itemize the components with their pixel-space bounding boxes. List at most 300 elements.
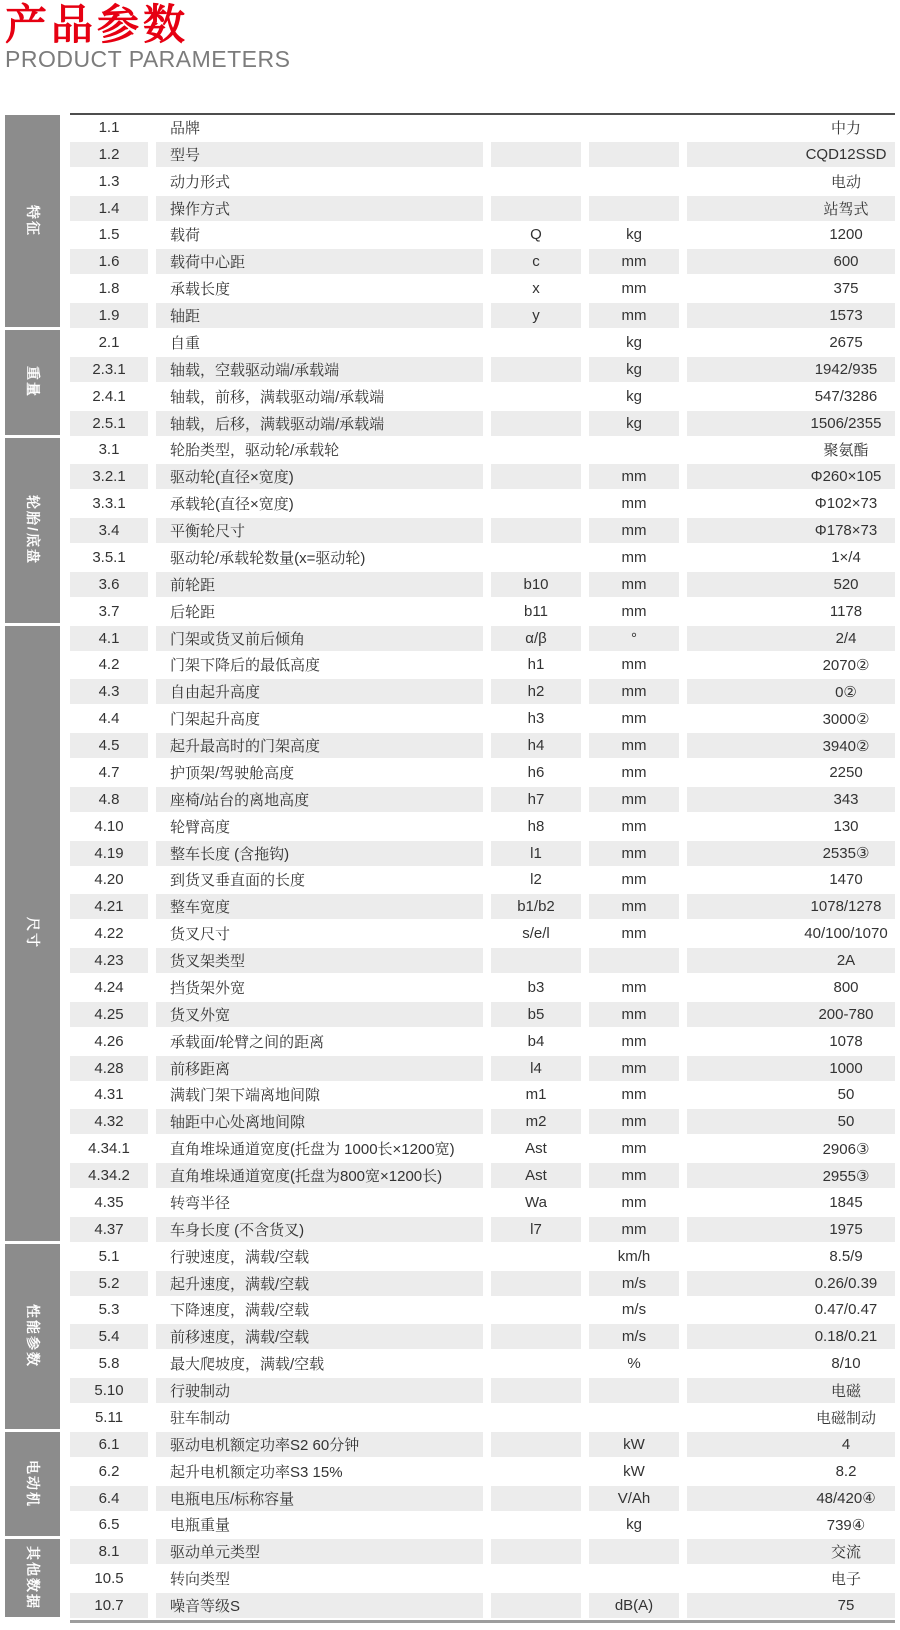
param-symbol: l1 bbox=[491, 841, 581, 866]
param-symbol: c bbox=[491, 249, 581, 274]
param-symbol bbox=[491, 1593, 581, 1618]
row-number: 3.7 bbox=[98, 602, 120, 620]
param-value: 1845 bbox=[829, 1193, 863, 1211]
param-symbol bbox=[491, 1351, 581, 1376]
row-number: 3.2.1 bbox=[70, 464, 148, 489]
table-bottom-rule bbox=[70, 1620, 895, 1623]
table-row bbox=[70, 196, 895, 223]
param-unit: mm bbox=[589, 1217, 679, 1242]
table-row bbox=[70, 169, 895, 196]
param-value: 8.2 bbox=[835, 1462, 857, 1480]
param-symbol bbox=[491, 545, 581, 570]
table-row bbox=[70, 330, 895, 357]
row-number: 1.2 bbox=[70, 142, 148, 167]
param-value: 343 bbox=[687, 787, 895, 812]
param-value: 3940② bbox=[687, 733, 895, 758]
param-symbol bbox=[491, 1432, 581, 1457]
param-name: 承载长度 bbox=[170, 281, 231, 299]
param-value: 0.26/0.39 bbox=[687, 1271, 895, 1296]
param-name: 电瓶电压/标称容量 bbox=[156, 1486, 483, 1511]
row-number: 5.8 bbox=[98, 1355, 120, 1373]
row-number: 4.37 bbox=[70, 1217, 148, 1242]
table-row bbox=[70, 733, 895, 760]
param-unit: mm bbox=[621, 280, 647, 298]
table-row bbox=[70, 464, 895, 491]
param-symbol: h2 bbox=[491, 679, 581, 704]
row-number: 4.7 bbox=[98, 763, 120, 781]
param-name: 前移速度，满载/空载 bbox=[156, 1324, 483, 1349]
param-value: 3000② bbox=[822, 710, 870, 728]
param-symbol: Ast bbox=[491, 1163, 581, 1188]
param-value: 电磁制动 bbox=[815, 1409, 876, 1427]
param-value: 600 bbox=[687, 249, 895, 274]
param-unit: kg bbox=[589, 357, 679, 382]
param-name: 自由起升高度 bbox=[156, 679, 483, 704]
param-name: 直角堆垛通道宽度(托盘为800宽×1200长) bbox=[156, 1163, 483, 1188]
param-symbol bbox=[491, 115, 581, 140]
param-unit bbox=[589, 1378, 679, 1403]
param-symbol: x bbox=[532, 280, 540, 298]
param-symbol: m1 bbox=[525, 1086, 547, 1104]
table-row bbox=[70, 249, 895, 276]
param-name: 车身长度 (不含货叉) bbox=[156, 1217, 483, 1242]
param-name: 噪音等级S bbox=[156, 1593, 483, 1618]
param-value: 2/4 bbox=[687, 626, 895, 651]
section-block bbox=[5, 1432, 60, 1537]
table-row bbox=[70, 868, 895, 895]
row-number: 1.5 bbox=[98, 226, 120, 244]
section-label: 特征 bbox=[24, 205, 41, 237]
param-value: 8.5/9 bbox=[829, 1247, 863, 1265]
table-row bbox=[70, 518, 895, 545]
param-name: 轴载，空载驱动端/承载端 bbox=[156, 357, 483, 382]
table-row bbox=[70, 1459, 895, 1486]
row-number: 4.32 bbox=[70, 1109, 148, 1134]
param-name: 行驶制动 bbox=[156, 1378, 483, 1403]
param-symbol bbox=[491, 1513, 581, 1538]
table-row bbox=[70, 1109, 895, 1136]
param-unit: mm bbox=[589, 1163, 679, 1188]
param-unit: mm bbox=[589, 249, 679, 274]
param-unit: mm bbox=[589, 464, 679, 489]
param-unit: % bbox=[627, 1355, 641, 1373]
section-block bbox=[5, 1244, 60, 1429]
table-row bbox=[70, 1566, 895, 1593]
row-number: 4.20 bbox=[94, 871, 124, 889]
param-symbol: h3 bbox=[527, 710, 545, 728]
param-symbol: h6 bbox=[527, 763, 545, 781]
param-name: 载荷中心距 bbox=[156, 249, 483, 274]
table-row bbox=[70, 303, 895, 330]
table-row bbox=[70, 491, 895, 518]
param-symbol: l7 bbox=[491, 1217, 581, 1242]
table-row bbox=[70, 1163, 895, 1190]
param-unit: kg bbox=[626, 1516, 642, 1534]
table-row bbox=[70, 653, 895, 680]
param-unit bbox=[589, 948, 679, 973]
table-row bbox=[70, 841, 895, 868]
param-symbol: b3 bbox=[527, 978, 545, 996]
param-name: 电瓶重量 bbox=[170, 1517, 231, 1535]
row-number: 4.4 bbox=[98, 710, 120, 728]
table-row bbox=[70, 787, 895, 814]
param-symbol bbox=[491, 142, 581, 167]
section-label: 电动机 bbox=[24, 1460, 41, 1509]
row-number: 5.2 bbox=[70, 1271, 148, 1296]
param-value: 2675 bbox=[829, 333, 863, 351]
param-name: 驻车制动 bbox=[170, 1409, 231, 1427]
param-value: 130 bbox=[833, 817, 859, 835]
param-symbol bbox=[491, 1486, 581, 1511]
param-value: 2906③ bbox=[822, 1140, 870, 1158]
section-label: 轮胎/底盘 bbox=[24, 495, 41, 566]
param-value: 0② bbox=[687, 679, 895, 704]
table-row bbox=[70, 1486, 895, 1513]
param-name: 自重 bbox=[170, 334, 201, 352]
table-row bbox=[70, 975, 895, 1002]
param-unit: mm bbox=[621, 495, 647, 513]
param-unit: km/h bbox=[617, 1247, 651, 1265]
row-number: 4.5 bbox=[70, 733, 148, 758]
param-value: 电子 bbox=[830, 1571, 861, 1589]
param-symbol bbox=[491, 1324, 581, 1349]
row-number: 4.21 bbox=[70, 894, 148, 919]
param-symbol: h8 bbox=[527, 817, 545, 835]
param-value: 中力 bbox=[830, 119, 861, 137]
param-symbol bbox=[491, 1244, 581, 1269]
param-value: 2955③ bbox=[687, 1163, 895, 1188]
table-row bbox=[70, 411, 895, 438]
param-value: 站驾式 bbox=[687, 196, 895, 221]
param-unit: mm bbox=[589, 572, 679, 597]
table-row bbox=[70, 1244, 895, 1271]
param-unit: mm bbox=[621, 1086, 647, 1104]
param-name: 轴载，前移，满载驱动端/承载端 bbox=[170, 388, 385, 406]
param-value: Φ102×73 bbox=[814, 495, 878, 513]
param-name: 承载轮(直径×宽度) bbox=[170, 496, 294, 514]
param-unit bbox=[589, 1405, 679, 1430]
param-unit: mm bbox=[621, 871, 647, 889]
param-unit: m/s bbox=[621, 1301, 647, 1319]
row-number: 4.2 bbox=[98, 656, 120, 674]
row-number: 4.26 bbox=[94, 1032, 124, 1050]
row-number: 10.7 bbox=[70, 1593, 148, 1618]
param-unit: mm bbox=[621, 548, 647, 566]
param-value: 1200 bbox=[829, 226, 863, 244]
table-row bbox=[70, 1513, 895, 1540]
param-value: 40/100/1070 bbox=[804, 925, 888, 943]
param-name: 下降速度，满载/空载 bbox=[170, 1302, 310, 1320]
param-unit: kg bbox=[626, 226, 642, 244]
param-value: 1×/4 bbox=[831, 548, 861, 566]
param-symbol: h7 bbox=[491, 787, 581, 812]
row-number: 2.5.1 bbox=[70, 411, 148, 436]
param-symbol: Q bbox=[530, 226, 542, 244]
param-name: 操作方式 bbox=[156, 196, 483, 221]
row-number: 4.34.1 bbox=[88, 1140, 130, 1158]
param-value: 1573 bbox=[687, 303, 895, 328]
row-number: 1.1 bbox=[98, 118, 120, 136]
param-value: 4 bbox=[687, 1432, 895, 1457]
section-block bbox=[5, 330, 60, 435]
param-symbol: m2 bbox=[491, 1109, 581, 1134]
param-value: 2535③ bbox=[687, 841, 895, 866]
param-name: 挡货架外宽 bbox=[170, 979, 246, 997]
section-block bbox=[5, 115, 60, 327]
row-number: 1.6 bbox=[70, 249, 148, 274]
param-unit: mm bbox=[589, 787, 679, 812]
param-value: 2250 bbox=[829, 763, 863, 781]
table-row bbox=[70, 1002, 895, 1029]
param-symbol bbox=[491, 1271, 581, 1296]
param-value: 1078 bbox=[829, 1032, 863, 1050]
param-symbol: b10 bbox=[491, 572, 581, 597]
param-name: 满载门架下端离地间隙 bbox=[170, 1087, 321, 1105]
row-number: 4.25 bbox=[70, 1002, 148, 1027]
table-row bbox=[70, 1217, 895, 1244]
param-value: 1000 bbox=[687, 1056, 895, 1081]
table-row bbox=[70, 276, 895, 303]
param-symbol: h4 bbox=[491, 733, 581, 758]
param-unit: kg bbox=[626, 387, 642, 405]
param-unit bbox=[589, 142, 679, 167]
param-symbol bbox=[491, 1566, 581, 1591]
table-row bbox=[70, 545, 895, 572]
page-subtitle: PRODUCT PARAMETERS bbox=[5, 46, 291, 73]
param-value: 2A bbox=[687, 948, 895, 973]
param-unit: mm bbox=[589, 894, 679, 919]
param-symbol: s/e/l bbox=[522, 925, 550, 943]
param-value: 520 bbox=[687, 572, 895, 597]
table-row bbox=[70, 115, 895, 142]
row-number: 10.5 bbox=[94, 1570, 124, 1588]
param-name: 轴距 bbox=[156, 303, 483, 328]
param-name: 起升电机额定功率S3 15% bbox=[170, 1463, 343, 1481]
param-symbol bbox=[491, 384, 581, 409]
param-value: 50 bbox=[837, 1086, 855, 1104]
param-symbol: l2 bbox=[530, 871, 542, 889]
param-name: 品牌 bbox=[170, 119, 201, 137]
param-name: 轴载，后移，满载驱动端/承载端 bbox=[156, 411, 483, 436]
param-value: 375 bbox=[833, 280, 859, 298]
param-unit: mm bbox=[621, 925, 647, 943]
section-label: 重量 bbox=[24, 366, 41, 399]
row-number: 1.8 bbox=[98, 280, 120, 298]
row-number: 5.1 bbox=[98, 1247, 120, 1265]
param-value: 0.47/0.47 bbox=[814, 1301, 878, 1319]
row-number: 5.3 bbox=[98, 1301, 120, 1319]
param-symbol: b1/b2 bbox=[491, 894, 581, 919]
table-row bbox=[70, 384, 895, 411]
table-row bbox=[70, 1593, 895, 1620]
param-unit: mm bbox=[621, 656, 647, 674]
param-name: 动力形式 bbox=[170, 173, 231, 191]
param-unit: dB(A) bbox=[589, 1593, 679, 1618]
param-unit: mm bbox=[589, 733, 679, 758]
row-number: 4.19 bbox=[70, 841, 148, 866]
param-name: 货叉架类型 bbox=[156, 948, 483, 973]
param-value: 1178 bbox=[829, 602, 863, 620]
param-unit bbox=[589, 438, 679, 463]
param-name: 驱动轮/承载轮数量(x=驱动轮) bbox=[170, 549, 366, 567]
param-unit: mm bbox=[621, 1193, 647, 1211]
param-value: 2070② bbox=[822, 656, 870, 674]
param-name: 起升最高时的门架高度 bbox=[156, 733, 483, 758]
param-name: 护顶架/驾驶舱高度 bbox=[170, 764, 295, 782]
row-number: 3.1 bbox=[98, 441, 120, 459]
table-row bbox=[70, 1298, 895, 1325]
param-name: 驱动单元类型 bbox=[156, 1539, 483, 1564]
table-row bbox=[70, 1136, 895, 1163]
row-number: 5.4 bbox=[70, 1324, 148, 1349]
table-row bbox=[70, 1083, 895, 1110]
param-value: 1470 bbox=[829, 871, 863, 889]
table-row bbox=[70, 1271, 895, 1298]
param-name: 直角堆垛通道宽度(托盘为 1000长×1200宽) bbox=[170, 1141, 455, 1159]
param-value: 1942/935 bbox=[687, 357, 895, 382]
row-number: 3.3.1 bbox=[92, 495, 126, 513]
param-name: 货叉尺寸 bbox=[170, 926, 231, 944]
row-number: 2.4.1 bbox=[92, 387, 126, 405]
table-row bbox=[70, 814, 895, 841]
page-header bbox=[5, 2, 290, 73]
row-number: 4.8 bbox=[70, 787, 148, 812]
param-unit: mm bbox=[589, 1109, 679, 1134]
table-row bbox=[70, 599, 895, 626]
param-value: 75 bbox=[687, 1593, 895, 1618]
table-row bbox=[70, 1190, 895, 1217]
param-value: 8/10 bbox=[831, 1355, 861, 1373]
param-name: 转向类型 bbox=[170, 1571, 231, 1589]
table-row bbox=[70, 948, 895, 975]
param-name: 行驶速度，满载/空载 bbox=[170, 1248, 310, 1266]
param-name: 整车宽度 bbox=[156, 894, 483, 919]
row-number: 1.4 bbox=[70, 196, 148, 221]
table-row bbox=[70, 1351, 895, 1378]
row-number: 6.1 bbox=[70, 1432, 148, 1457]
table-row bbox=[70, 357, 895, 384]
table-row bbox=[70, 1539, 895, 1566]
param-name: 最大爬坡度，满载/空载 bbox=[170, 1356, 325, 1374]
param-symbol bbox=[491, 948, 581, 973]
param-name: 承载面/轮臂之间的距离 bbox=[170, 1033, 325, 1051]
param-unit: mm bbox=[621, 763, 647, 781]
param-symbol: b4 bbox=[527, 1032, 545, 1050]
table-row bbox=[70, 1432, 895, 1459]
table-row bbox=[70, 1056, 895, 1083]
param-name: 到货叉垂直面的长度 bbox=[170, 872, 306, 890]
table-row bbox=[70, 760, 895, 787]
section-label: 性能参数 bbox=[24, 1304, 41, 1369]
table-row bbox=[70, 1324, 895, 1351]
table-row bbox=[70, 438, 895, 465]
param-symbol bbox=[491, 518, 581, 543]
param-value: 200-780 bbox=[687, 1002, 895, 1027]
param-symbol bbox=[491, 411, 581, 436]
param-unit bbox=[589, 169, 679, 194]
param-name: 载荷 bbox=[170, 227, 201, 245]
param-unit: mm bbox=[589, 303, 679, 328]
param-name: 前移距离 bbox=[156, 1056, 483, 1081]
param-symbol: α/β bbox=[491, 626, 581, 651]
row-number: 4.28 bbox=[70, 1056, 148, 1081]
table-row bbox=[70, 626, 895, 653]
param-unit: mm bbox=[589, 679, 679, 704]
param-symbol bbox=[491, 1539, 581, 1564]
param-symbol: Wa bbox=[525, 1193, 547, 1211]
row-number: 3.4 bbox=[70, 518, 148, 543]
param-name: 前轮距 bbox=[156, 572, 483, 597]
row-number: 2.1 bbox=[98, 333, 120, 351]
table-row bbox=[70, 706, 895, 733]
param-symbol: h1 bbox=[527, 656, 545, 674]
param-value: 1078/1278 bbox=[687, 894, 895, 919]
row-number: 6.2 bbox=[98, 1462, 120, 1480]
param-value: 1506/2355 bbox=[687, 411, 895, 436]
param-value: Φ260×105 bbox=[687, 464, 895, 489]
row-number: 5.10 bbox=[70, 1378, 148, 1403]
section-sidebar bbox=[5, 115, 60, 1620]
param-unit: mm bbox=[589, 841, 679, 866]
param-symbol bbox=[491, 169, 581, 194]
param-unit: ° bbox=[589, 626, 679, 651]
param-symbol bbox=[491, 1459, 581, 1484]
param-name: 驱动电机额定功率S2 60分钟 bbox=[156, 1432, 483, 1457]
param-symbol bbox=[491, 464, 581, 489]
param-name: 型号 bbox=[156, 142, 483, 167]
row-number: 4.23 bbox=[70, 948, 148, 973]
table-row bbox=[70, 572, 895, 599]
param-name: 门架下降后的最低高度 bbox=[170, 657, 321, 675]
param-value: 电磁 bbox=[687, 1378, 895, 1403]
row-number: 6.4 bbox=[70, 1486, 148, 1511]
param-symbol: b5 bbox=[491, 1002, 581, 1027]
param-name: 轮臂高度 bbox=[170, 818, 231, 836]
param-value: 48/420④ bbox=[687, 1486, 895, 1511]
table-row bbox=[70, 1378, 895, 1405]
param-value: 1975 bbox=[687, 1217, 895, 1242]
param-unit bbox=[589, 115, 679, 140]
param-symbol: y bbox=[491, 303, 581, 328]
row-number: 6.5 bbox=[98, 1516, 120, 1534]
param-unit: m/s bbox=[589, 1324, 679, 1349]
param-name: 座椅/站台的离地高度 bbox=[156, 787, 483, 812]
param-name: 平衡轮尺寸 bbox=[156, 518, 483, 543]
param-unit: mm bbox=[621, 1032, 647, 1050]
param-unit: mm bbox=[621, 978, 647, 996]
param-name: 起升速度，满载/空载 bbox=[156, 1271, 483, 1296]
param-symbol bbox=[491, 491, 581, 516]
param-symbol bbox=[491, 1298, 581, 1323]
row-number: 1.9 bbox=[70, 303, 148, 328]
param-unit: kW bbox=[623, 1462, 645, 1480]
param-unit: kg bbox=[626, 333, 642, 351]
row-number: 8.1 bbox=[70, 1539, 148, 1564]
row-number: 4.10 bbox=[94, 817, 124, 835]
param-unit: m/s bbox=[589, 1271, 679, 1296]
param-value: Φ178×73 bbox=[687, 518, 895, 543]
param-unit: mm bbox=[621, 710, 647, 728]
param-value: 0.18/0.21 bbox=[687, 1324, 895, 1349]
param-unit: kg bbox=[589, 411, 679, 436]
param-unit: mm bbox=[589, 1002, 679, 1027]
table-row bbox=[70, 921, 895, 948]
row-number: 1.3 bbox=[98, 172, 120, 190]
param-symbol: b11 bbox=[524, 602, 548, 620]
param-name: 轮胎类型，驱动轮/承载轮 bbox=[170, 442, 340, 460]
section-label: 其他数据 bbox=[24, 1546, 41, 1611]
param-name: 整车长度 (含拖钩) bbox=[156, 841, 483, 866]
